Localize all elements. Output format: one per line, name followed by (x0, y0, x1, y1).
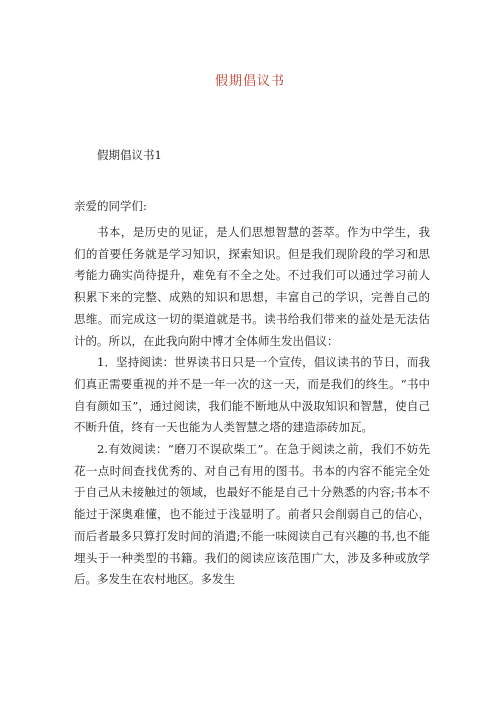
document-subtitle: 假期倡议书1 (97, 148, 162, 162)
paragraph-point-1: 1．坚持阅读：世界读书日只是一个宣传，倡议读书的节日，而我们真正需要重视的并不是一年一次的这一天，而是我们的终生。“书中自有颜如玉”，通过阅读，我们能不断地从中汲取知识和智慧，使自己不断升值，终有一天也能为人类智慧之塔的建造添砖加瓦。 (74, 355, 430, 435)
greeting-line: 亲爱的同学们: (74, 199, 147, 213)
paragraph-point-2: 2.有效阅读：“磨刀不误砍柴工”。在急于阅读之前，我们不妨先花一点时间查找优秀的、对自己有用的图书。书本的内容不能完全处于自己从未接触过的领域，也最好不能是自己十分熟悉的内容;书本不能过于深奥难懂，也不能过于浅显明了。前者只会削弱自己的信心，而后者最多只算打发时间的消遣;不能一味阅读自己有兴趣的书,也不能埋头于一种类型的书籍。我们的阅读应该范围广大，涉及多种或放学后。多发生在农村地区。多发生 (74, 442, 430, 587)
document-body (74, 222, 430, 591)
document-title: 假期倡议书 (214, 74, 285, 89)
paragraph-intro: 书本，是历史的见证，是人们思想智慧的荟萃。作为中学生，我们的首要任务就是学习知识，探索知识。但是我们现阶段的学习和思考能力确实尚待提升，难免有不全之处。不过我们可以通过学习前人积累下来的完整、成熟的知识和思想，丰富自己的学识，完善自己的思维。而完成这一切的渠道就是书。读书给我们带来的益处是无法估计的。所以，在此我向附中博才全体师生发出倡议： (74, 225, 430, 348)
